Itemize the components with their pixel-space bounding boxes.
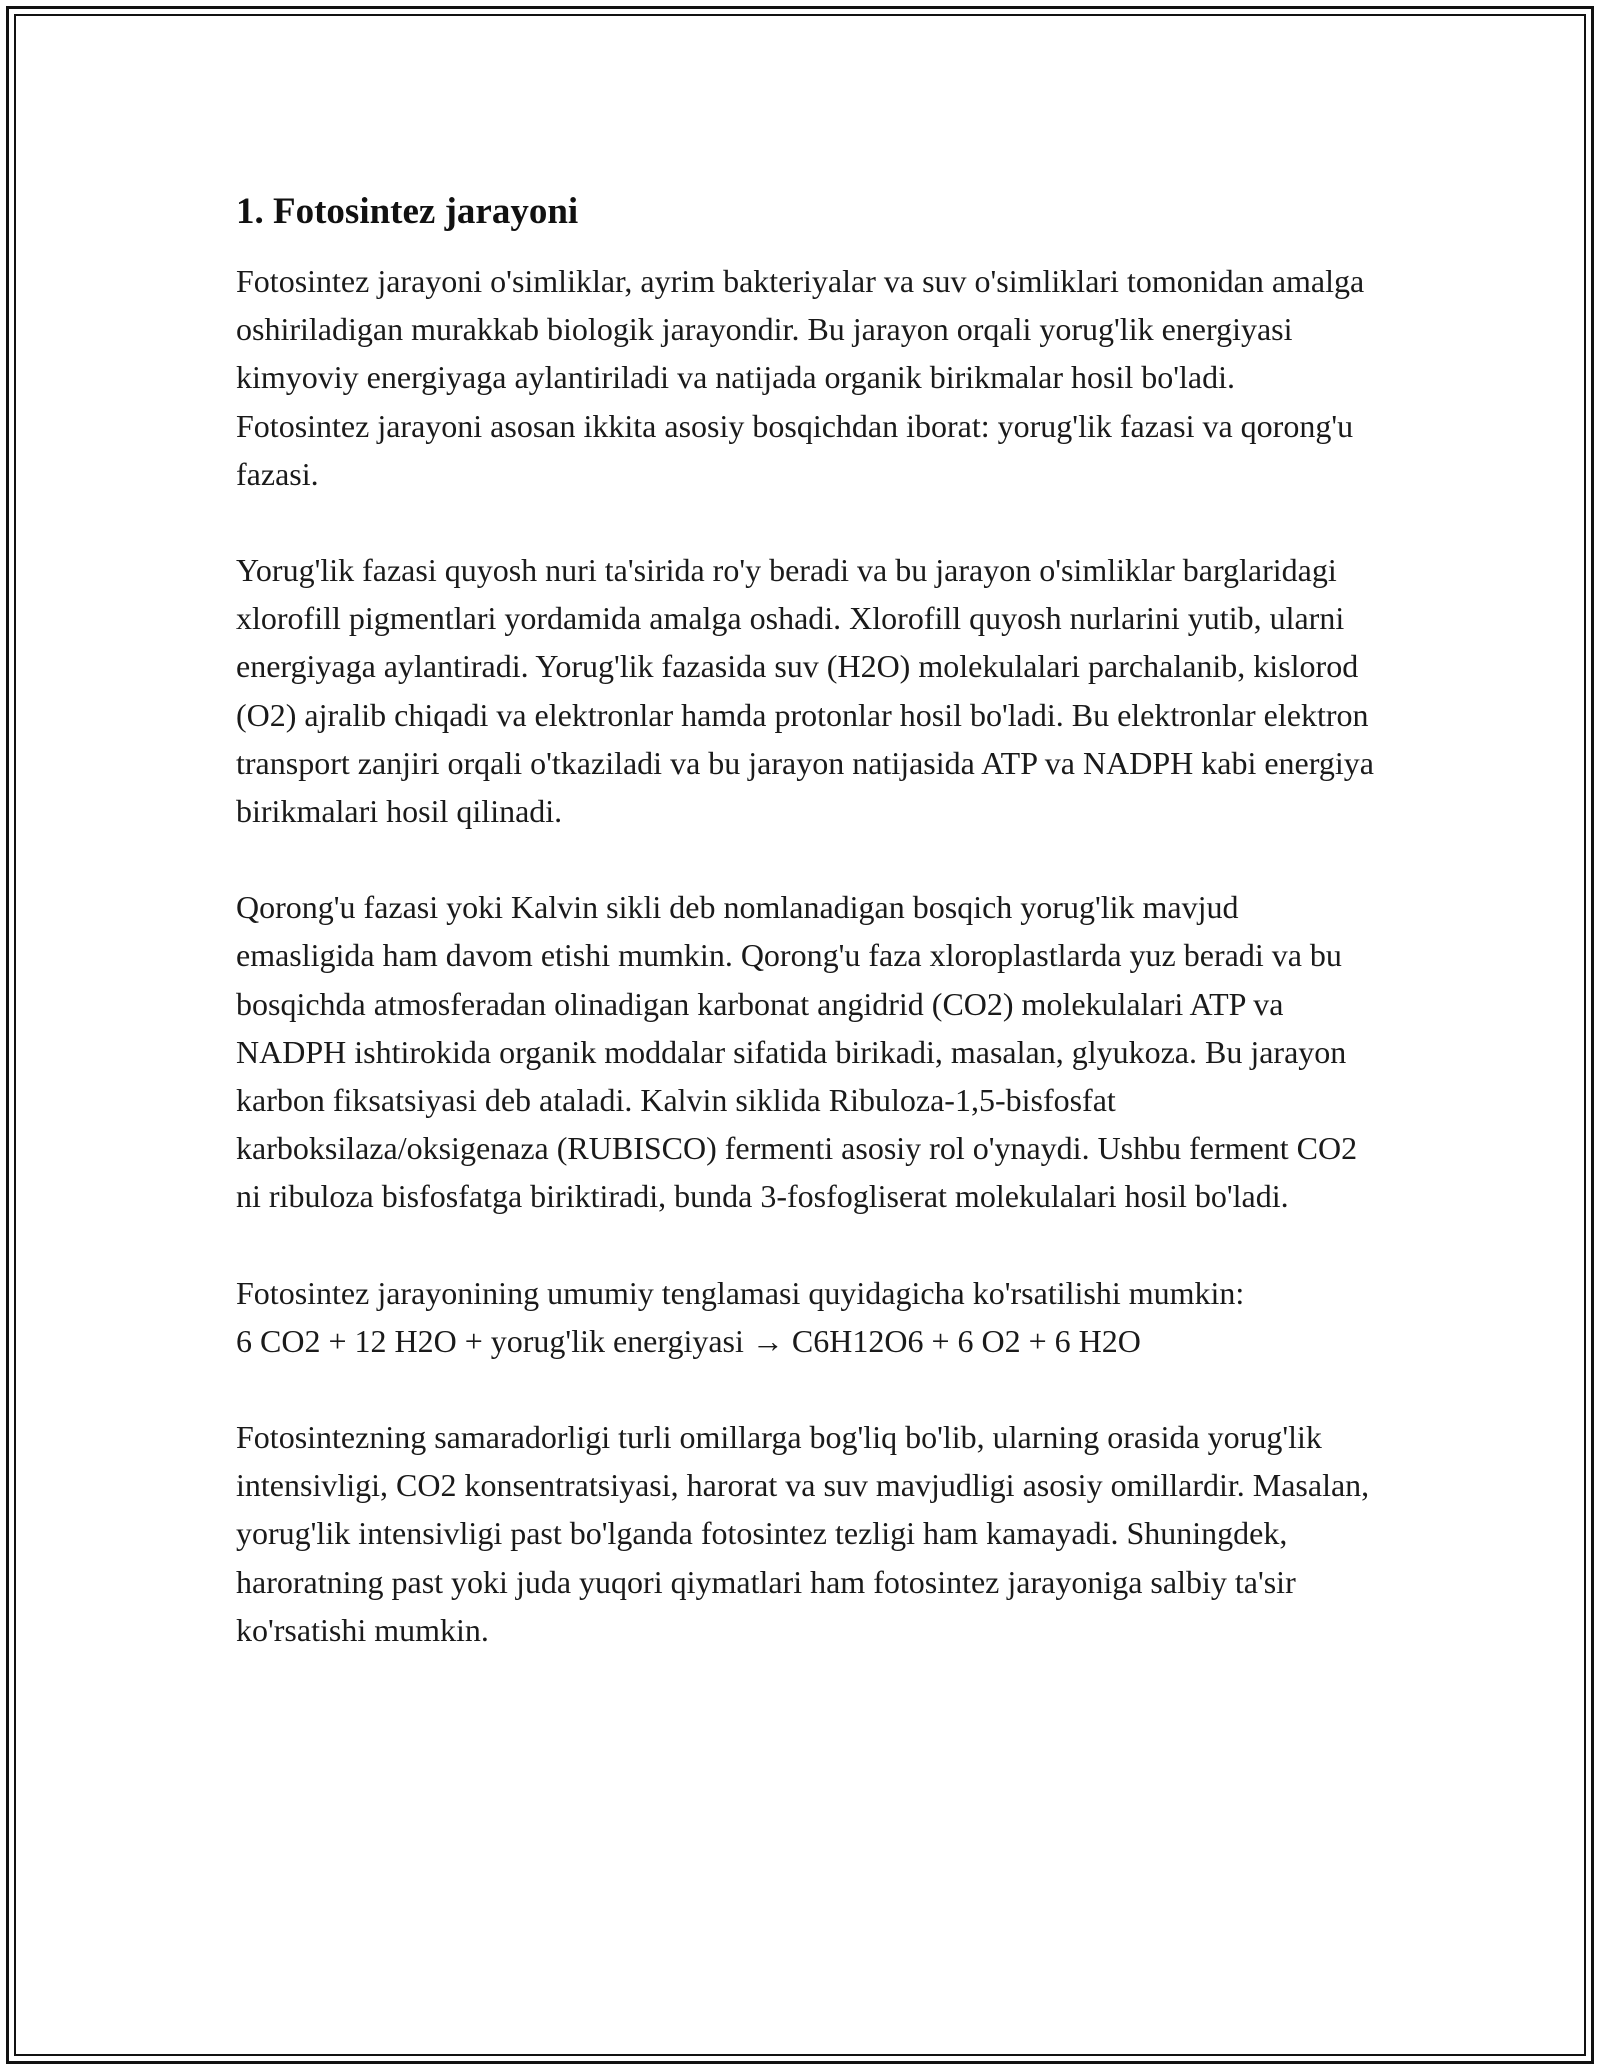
photosynthesis-equation: 6 CO2 + 12 H2O + yorug'lik energiyasi → C6H12O6 + 6 O2 + 6 H2O bbox=[236, 1322, 1141, 1359]
paragraph-light-phase: Yorug'lik fazasi quyosh nuri ta'sirida ro'y beradi va bu jarayon o'simliklar barglaridagi xlorofill pigmentlari yordamida amalga oshadi. Xlorofill quyosh nurlarini yutib, ularni energiyaga aylantiradi. Yorug'lik fazasida suv (H2O) molekulalari parchalanib, kislorod (O2) ajralib chiqadi va elektronlar hamda protonlar hosil bo'ladi. Bu elektronlar elektron transport zanjiri orqali o'tkaziladi va bu jarayon natijasida ATP va NADPH kabi energiya birikmalari hosil qilinadi. bbox=[236, 552, 1374, 830]
paragraph-equation bbox=[236, 1269, 1376, 1365]
paragraph-intro: Fotosintez jarayoni o'simliklar, ayrim bakteriyalar va suv o'simliklari tomonidan amalga oshiriladigan murakkab biologik jarayondir. Bu jarayon orqali yorug'lik energiyasi kimyoviy energiyaga aylantiriladi va natijada organik birikmalar hosil bo'ladi. Fotosintez jarayoni asosan ikkita asosiy bosqichdan iborat: yorug'lik fazasi va qorong'u fazasi. bbox=[236, 263, 1365, 492]
paragraph-efficiency: Fotosintezning samaradorligi turli omillarga bog'liq bo'lib, ularning orasida yorug'lik intensivligi, CO2 konsentratsiyasi, harorat va suv mavjudligi asosiy omillardir. Masalan, yorug'lik intensivligi past bo'lganda fotosintez tezligi ham kamayadi. Shuningdek, haroratning past yoki juda yuqori qiymatlari ham fotosintez jarayoniga salbiy ta'sir ko'rsatishi mumkin. bbox=[236, 1419, 1370, 1648]
equation-intro: Fotosintez jarayonining umumiy tenglamasi quyidagicha ko'rsatilishi mumkin: bbox=[236, 1274, 1245, 1311]
document-body bbox=[236, 186, 1376, 1702]
paragraph-dark-phase: Qorong'u fazasi yoki Kalvin sikli deb nomlanadigan bosqich yorug'lik mavjud emasligida ham davom etishi mumkin. Qorong'u faza xloroplastlarda yuz beradi va bu bosqichda atmosferadan olinadigan karbonat angidrid (CO2) molekulalari ATP va NADPH ishtirokida organik moddalar sifatida birikadi, masalan, glyukoza. Bu jarayon karbon fiksatsiyasi deb ataladi. Kalvin siklida Ribuloza-1,5-bisfosfat karboksilaza/oksigenaza (RUBISCO) fermenti asosiy rol o'ynaydi. Ushbu ferment CO2 ni ribuloza bisfosfatga biriktiradi, bunda 3-fosfogliserat molekulalari hosil bo'ladi. bbox=[236, 889, 1358, 1215]
section-heading: 1. Fotosintez jarayoni bbox=[236, 191, 579, 232]
